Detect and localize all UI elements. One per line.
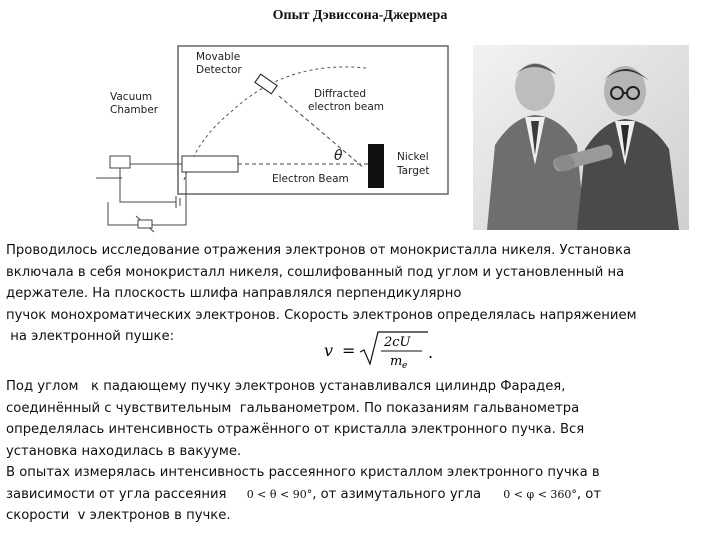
label-movable: Movable [196,51,241,63]
para3-line-3: скорости v электронов в пучке. [6,508,231,523]
para1-line-2: включала в себя монокристалл никеля, сошлифованный под углом и установленный на [6,264,625,280]
photo-svg [473,45,689,230]
apparatus-svg [96,40,456,250]
para2-line-3: определялась интенсивность отражённого от кристалла электронного пучка. Вся [6,422,585,437]
formula-denominator: m [390,354,403,369]
label-chamber: Chamber [110,104,159,116]
electron-gun [182,156,238,172]
para2-line-4: установка находилась в вакууме. [6,443,242,459]
para2-line-2: соединённый с чувствительным гальванометром. По показаниям гальванометра [6,400,580,416]
label-electron-beam-diffracted: electron beam [308,101,385,113]
formula-lhs: v [324,341,334,360]
para2-line-1: Под углом к падающему пучку электронов устанавливался цилиндр Фарадея, [6,379,566,394]
velocity-formula [318,330,438,370]
para3-text-a: зависимости от угла рассеяния [6,486,227,502]
label-vacuum: Vacuum [110,91,153,103]
label-target: Target [397,165,430,177]
formula-numerator: 2cU [384,335,411,350]
nickel-target [368,144,384,188]
slide-title: Опыт Дэвиссона-Джермера [272,8,448,23]
label-diffracted: Diffracted [314,88,367,100]
phi-range: 0 < φ < 360° [503,487,577,501]
para1-line-1: Проводилось исследование отражения электронов от монокристалла никеля. Установка [6,243,632,258]
label-theta: θ [334,148,343,164]
para1-line-3: держателе. На плоскость шлифа направлялся перпендикулярно [6,286,462,301]
apparatus-diagram [96,40,456,250]
para3-text-b: , от азимутального угла [312,486,482,502]
theta-range: 0 < θ < 90° [246,487,313,501]
circuit-battery-1 [110,156,130,168]
label-nickel: Nickel [397,151,429,163]
para3-line-2 [6,484,714,506]
formula-eq: = [342,341,356,360]
para1-line-5: на электронной пушке: [6,329,175,344]
para3-text-c: , от [576,486,602,502]
variable-resistor [138,220,152,228]
formula-svg [318,330,438,370]
label-electron-beam: Electron Beam [272,173,349,185]
formula-denominator-sub: e [402,361,408,370]
label-detector: Detector [196,64,242,76]
circuit-wire-1 [120,164,182,202]
para3-line-1: В опытах измерялась интенсивность рассеянного кристаллом электронного пучка в [6,465,600,480]
scientists-photo [473,45,689,230]
formula-period: . [428,343,434,362]
paragraph-2 [6,376,714,527]
para1-line-4: пучок монохроматических электронов. Скорость электронов определялась напряжением [6,307,637,323]
